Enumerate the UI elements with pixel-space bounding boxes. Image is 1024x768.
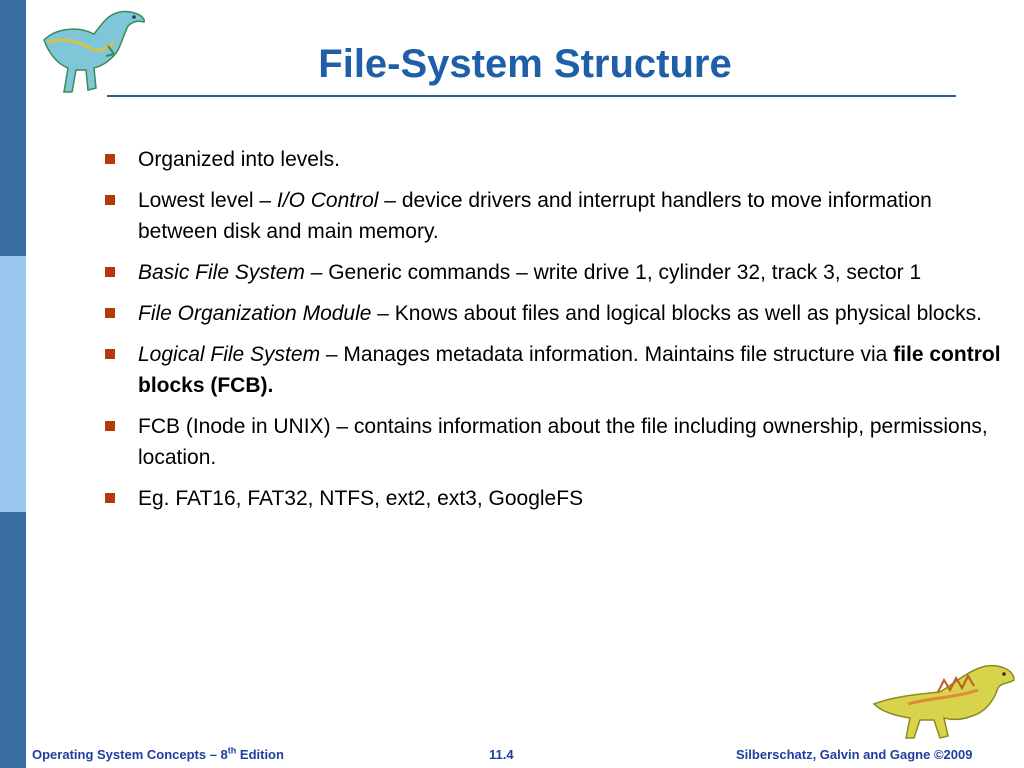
square-bullet-icon [105, 195, 115, 205]
bullet-text-run: Eg. FAT16, FAT32, NTFS, ext2, ext3, GoogleFS [138, 487, 584, 510]
square-bullet-icon [105, 493, 115, 503]
bullet-item [100, 483, 1010, 514]
bullet-text-run: Lowest level – [138, 189, 277, 212]
footer-book-title-suffix: Edition [236, 747, 284, 762]
left-bar-middle-segment [0, 256, 26, 512]
square-bullet-icon [105, 308, 115, 318]
bullet-text-run: Basic File System [138, 261, 305, 284]
bullet-text-run: – Manages metadata information. Maintains file structure via [320, 343, 894, 366]
footer-edition-superscript: th [227, 745, 237, 756]
bullet-text [138, 343, 1001, 397]
bullet-item [100, 144, 1010, 175]
bullet-text-run: – device drivers and interrupt handlers to move information between disk and main memory. [138, 189, 932, 243]
bullet-text-run: I/O Control [276, 189, 379, 212]
bullet-text-run: file control blocks (FCB). [138, 343, 1001, 397]
left-bar-top-segment [0, 0, 26, 256]
bullet-item [100, 339, 1010, 401]
bullet-item [100, 411, 1010, 473]
left-accent-bar [0, 0, 26, 768]
bullet-text [138, 148, 340, 171]
square-bullet-icon [105, 267, 115, 277]
bullet-text [138, 189, 932, 243]
title-underline [107, 95, 956, 97]
bullet-item [100, 185, 1010, 247]
bullet-text-run: Logical File System [138, 343, 321, 366]
square-bullet-icon [105, 349, 115, 359]
bullet-text-run: – Generic commands – write drive 1, cylinder 32, track 3, sector 1 [304, 261, 922, 284]
bullet-item [100, 257, 1010, 288]
footer-book-title [32, 747, 284, 763]
footer-slide-number: 11.4 [489, 747, 514, 762]
bullet-text-run: File Organization Module [138, 302, 372, 325]
footer-copyright: Silberschatz, Galvin and Gagne ©2009 [736, 747, 973, 762]
bullet-text [138, 261, 921, 284]
bullet-text-run: FCB (Inode in UNIX) – contains information about the file including ownership, permissions, location. [138, 415, 988, 469]
footer-book-title-prefix: Operating System Concepts – 8 [32, 747, 228, 762]
square-bullet-icon [105, 421, 115, 431]
bullet-text [138, 487, 583, 510]
left-bar-bottom-segment [0, 512, 26, 768]
bullet-text [138, 415, 988, 469]
square-bullet-icon [105, 154, 115, 164]
bullet-list [100, 144, 1010, 524]
bullet-text [138, 302, 982, 325]
bullet-text-run: Organized into levels. [138, 148, 340, 171]
bullet-text-run: – Knows about files and logical blocks as well as physical blocks. [371, 302, 982, 325]
slide-title: File-System Structure [318, 42, 732, 86]
dinosaur-icon [868, 660, 1018, 740]
bullet-item [100, 298, 1010, 329]
